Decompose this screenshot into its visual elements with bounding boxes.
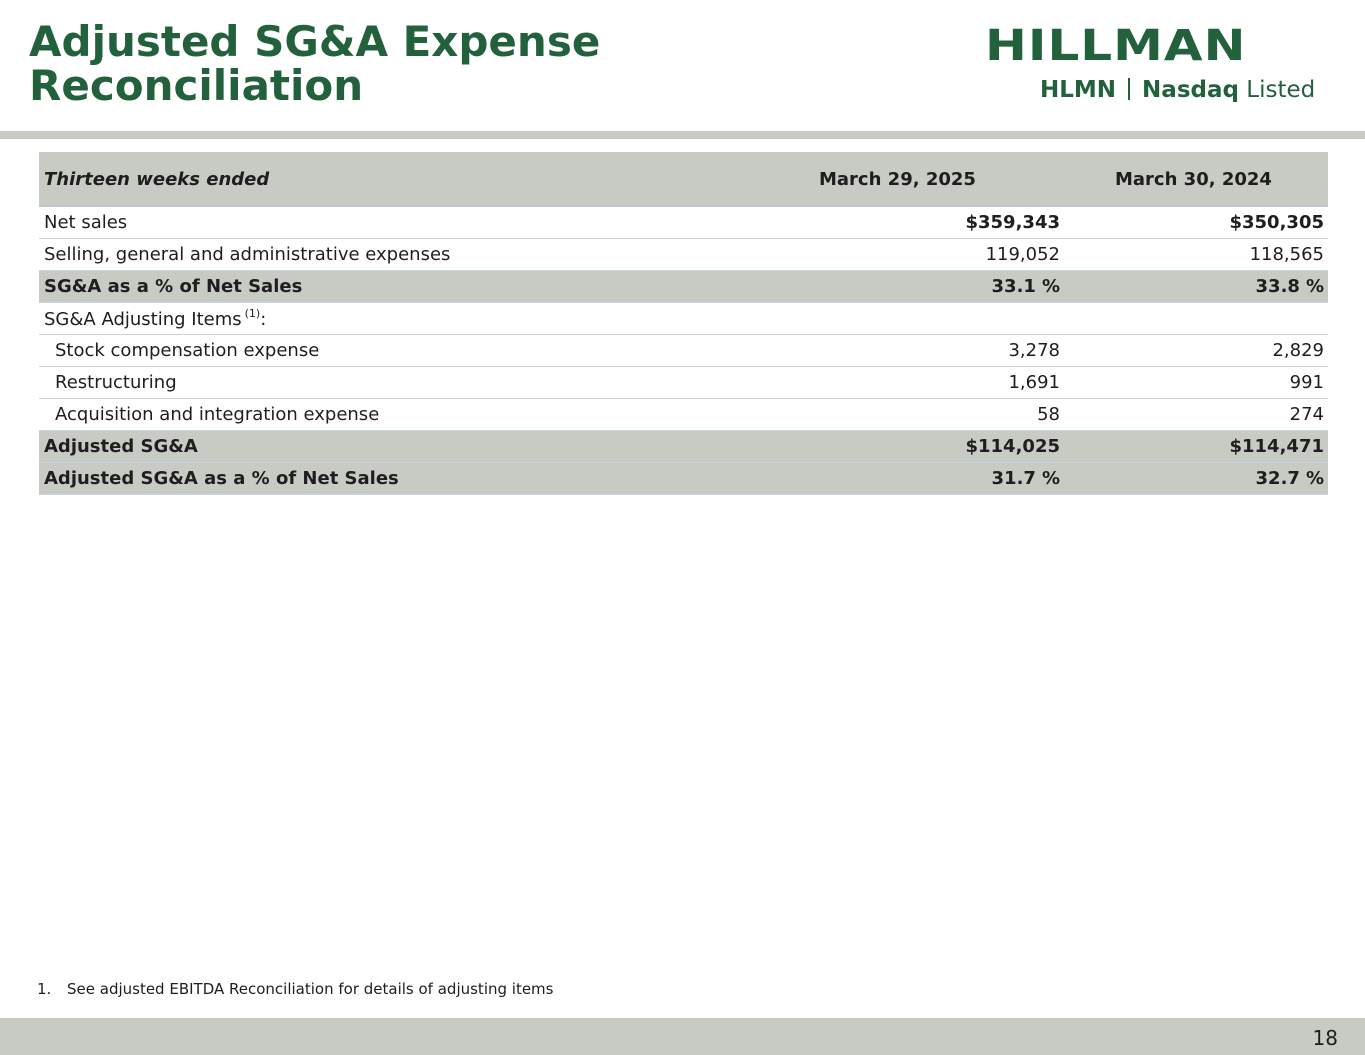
row-value-2025	[801, 463, 1064, 495]
row-label-text: SG&A Adjusting Items	[44, 309, 242, 330]
header-march-29-2025: March 29, 2025	[801, 152, 1064, 207]
logo-ticker: HLMN	[1040, 77, 1117, 103]
row-value-2025: 58	[801, 399, 1064, 431]
row-value-2025	[801, 303, 1064, 335]
logo-listing-line	[1040, 76, 1315, 104]
logo-wordmark: HILLMAN	[985, 20, 1247, 71]
logo-listed: Listed	[1246, 77, 1316, 103]
row-value-2024: 118,565	[1064, 239, 1328, 271]
row-value-2024: 274	[1064, 399, 1328, 431]
row-value-2024	[1064, 303, 1328, 335]
row-value-2024	[1064, 271, 1328, 303]
value-unit: %	[1041, 276, 1060, 297]
table-header-row	[39, 152, 1328, 207]
table-row-sga-pct	[39, 271, 1328, 303]
value-unit: %	[1305, 276, 1324, 297]
table-row-acquisition-integration	[39, 399, 1328, 431]
row-value-2025: $114,025	[801, 431, 1064, 463]
row-value-2025: 1,691	[801, 367, 1064, 399]
table-row-net-sales	[39, 207, 1328, 239]
header-period-label: Thirteen weeks ended	[39, 152, 801, 207]
row-label	[39, 303, 801, 335]
header-march-30-2024: March 30, 2024	[1064, 152, 1328, 207]
row-label: Net sales	[39, 207, 801, 239]
value-unit: %	[1305, 468, 1324, 489]
table-row-restructuring	[39, 367, 1328, 399]
value-number: 33.1	[991, 276, 1036, 297]
footer-bar	[0, 1018, 1365, 1055]
table-row-adjusting-items-heading	[39, 303, 1328, 335]
footnote-number: 1.	[37, 980, 52, 998]
logo-divider	[1128, 78, 1130, 100]
footnote-text: See adjusted EBITDA Reconciliation for details of adjusting items	[67, 980, 554, 998]
row-label: Acquisition and integration expense	[39, 399, 801, 431]
row-value-2025	[801, 271, 1064, 303]
row-label: SG&A as a % of Net Sales	[39, 271, 801, 303]
row-value-2025: 119,052	[801, 239, 1064, 271]
row-label: Stock compensation expense	[39, 335, 801, 367]
hillman-logo	[985, 20, 1350, 106]
value-number: 31.7	[991, 468, 1036, 489]
row-label: Selling, general and administrative expenses	[39, 239, 801, 271]
row-value-2024: $114,471	[1064, 431, 1328, 463]
value-number: 33.8	[1255, 276, 1300, 297]
row-label: Adjusted SG&A as a % of Net Sales	[39, 463, 801, 495]
row-label-suffix: :	[260, 309, 267, 330]
row-label: Restructuring	[39, 367, 801, 399]
page-number: 18	[1312, 1026, 1338, 1050]
page-title-line-2: Reconciliation	[29, 61, 364, 110]
footnote-reference: (1)	[244, 307, 261, 320]
table-row-stock-compensation	[39, 335, 1328, 367]
page-title-line-1: Adjusted SG&A Expense	[29, 17, 601, 66]
value-number: 32.7	[1255, 468, 1300, 489]
row-value-2025: $359,343	[801, 207, 1064, 239]
sga-reconciliation-table	[39, 152, 1328, 495]
row-value-2024: $350,305	[1064, 207, 1328, 239]
value-unit: %	[1041, 468, 1060, 489]
header-divider	[0, 131, 1365, 139]
row-value-2025: 3,278	[801, 335, 1064, 367]
table-row-sga-expenses	[39, 239, 1328, 271]
logo-exchange: Nasdaq	[1142, 77, 1239, 103]
row-value-2024: 2,829	[1064, 335, 1328, 367]
row-value-2024	[1064, 463, 1328, 495]
footnote	[37, 980, 553, 998]
row-value-2024: 991	[1064, 367, 1328, 399]
page-title	[29, 17, 749, 110]
row-label: Adjusted SG&A	[39, 431, 801, 463]
table-row-adjusted-sga	[39, 431, 1328, 463]
table-row-adjusted-sga-pct	[39, 463, 1328, 495]
